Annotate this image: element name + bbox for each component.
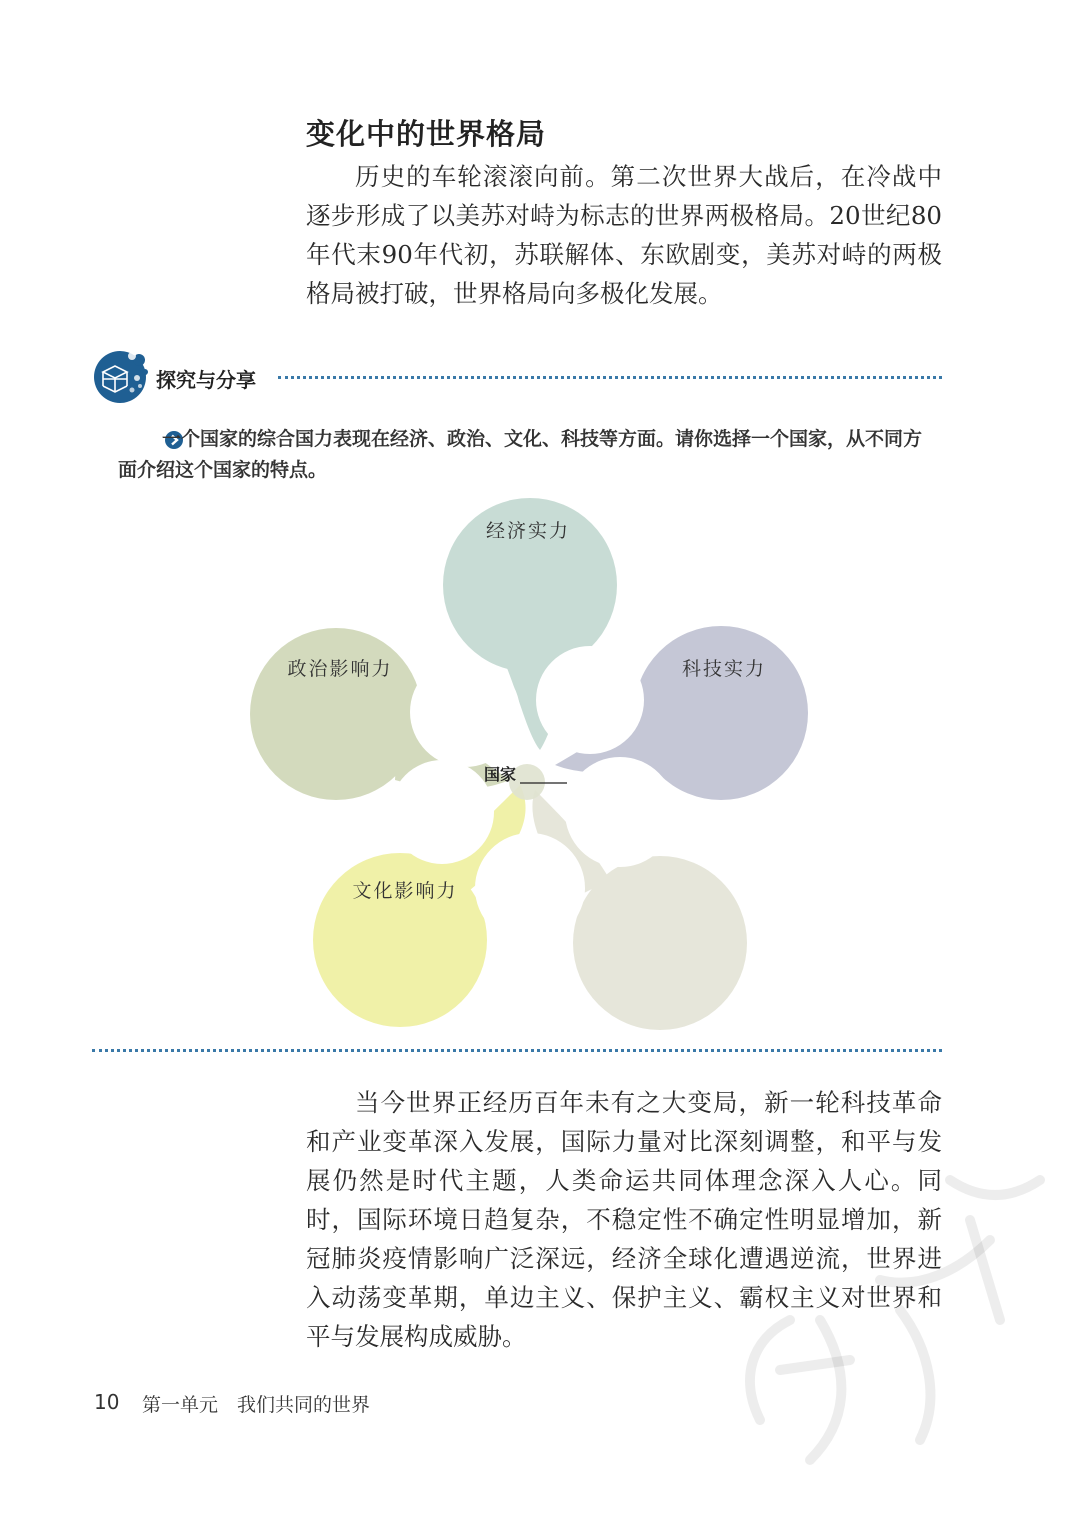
petal-label-economy: 经济实力 (485, 520, 571, 542)
petal-label-politics: 政治影响力 (287, 658, 393, 680)
petal-label-culture: 文化影响力 (352, 880, 458, 902)
unit-label: 第一单元 我们共同的世界 (142, 1394, 371, 1416)
publisher-watermark (700, 1120, 1060, 1500)
dotted-divider-bottom (92, 1049, 942, 1052)
petal-label-technology: 科技实力 (681, 658, 767, 680)
intro-paragraph: 历史的车轮滚滚向前。第二次世界大战后，在冷战中逐步形成了以美苏对峙为标志的世界两极格局。20世纪80年代末90年代初，苏联解体、东欧剧变，美苏对峙的两极格局被打破，世界格局向多极化发展。 (306, 162, 942, 308)
current-world-paragraph: 当今世界正经历百年未有之大变局，新一轮科技革命和产业变革深入发展，国际力量对比深刻调整，和平与发展仍然是时代主题，人类命运共同体理念深入人心。同时，国际环境日趋复杂，不稳定性不确定性明显增加，新冠肺炎疫情影响广泛深远，经济全球化遭遇逆流，世界进入动荡变革期，单边主义、保护主义、霸权主义对世界和平与发展构成威胁。 (306, 1088, 942, 1351)
explore-question: 一个国家的综合国力表现在经济、政治、文化、科技等方面。请你选择一个国家，从不同方面介绍这个国家的特点。 (118, 428, 923, 481)
section-title: 变化中的世界格局 (306, 117, 547, 151)
center-label-country: 国家 (484, 765, 517, 784)
page-number: 10 (94, 1390, 120, 1414)
explore-title: 探究与分享 (156, 368, 256, 392)
